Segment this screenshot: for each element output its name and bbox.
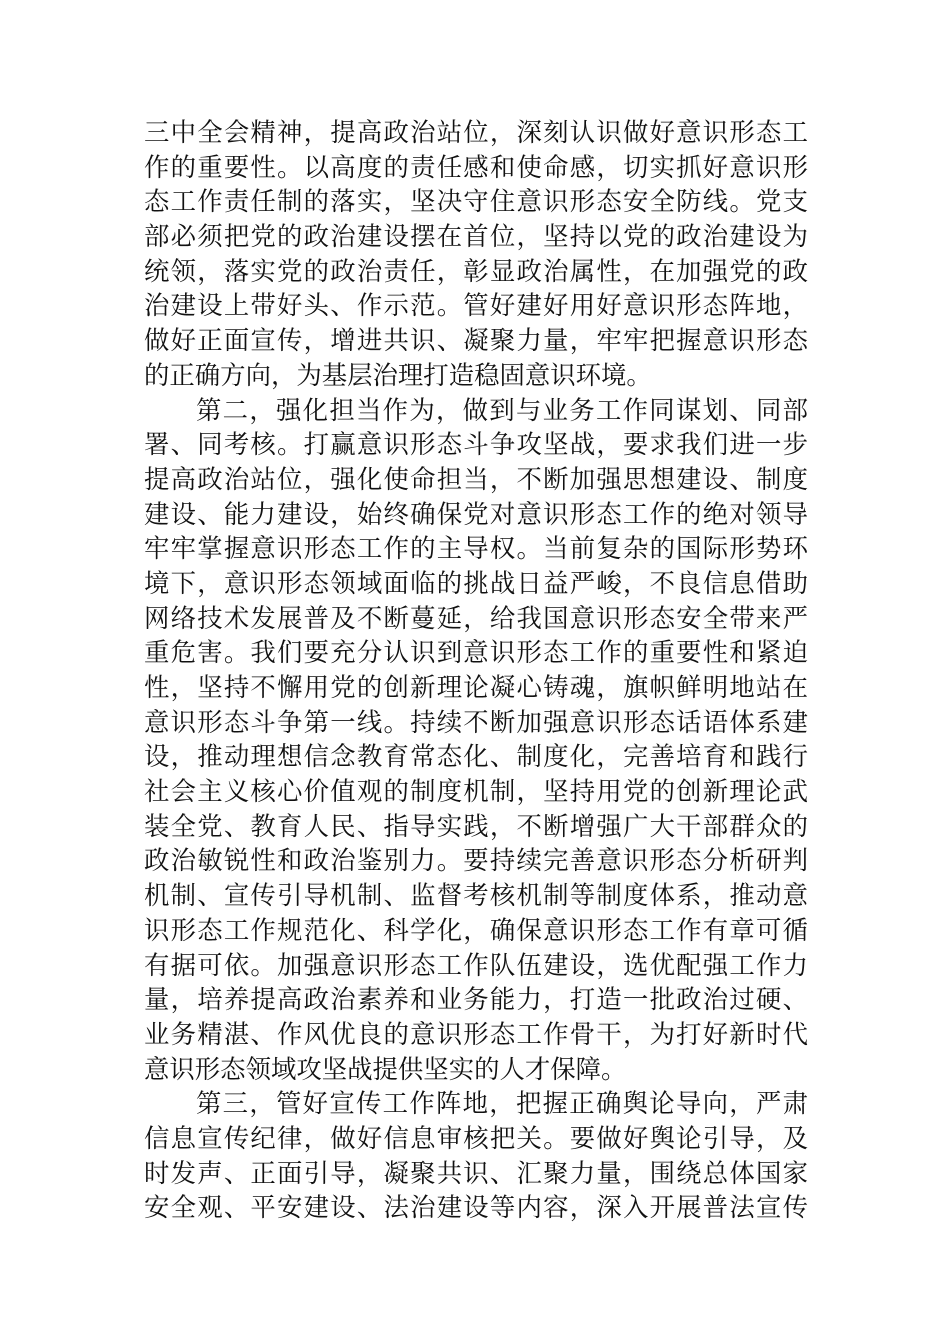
text-line: 重危害。我们要充分认识到意识形态工作的重要性和紧迫 <box>144 637 808 668</box>
text-line: 政治敏锐性和政治鉴别力。要持续完善意识形态分析研判 <box>144 845 808 876</box>
text-line: 建设、能力建设，始终确保党对意识形态工作的绝对领导 <box>144 498 808 529</box>
text-line: 第三，管好宣传工作阵地，把握正确舆论导向，严肃 <box>196 1088 808 1119</box>
text-line: 量，培养提高政治素养和业务能力，打造一批政治过硬、 <box>144 984 808 1015</box>
text-line: 网络技术发展普及不断蔓延，给我国意识形态安全带来严 <box>144 602 808 633</box>
text-line: 业务精湛、作风优良的意识形态工作骨干，为打好新时代 <box>144 1018 808 1049</box>
text-line: 治建设上带好头、作示范。管好建好用好意识形态阵地， <box>144 290 808 321</box>
text-line: 意识形态领域攻坚战提供坚实的人才保障。 <box>144 1053 627 1084</box>
text-line: 三中全会精神，提高政治站位，深刻认识做好意识形态工 <box>144 117 808 147</box>
text-line: 性，坚持不懈用党的创新理论凝心铸魂，旗帜鲜明地站在 <box>144 672 808 702</box>
text-line: 安全观、平安建设、法治建设等内容，深入开展普法宣传 <box>144 1192 808 1223</box>
paragraph-third-point <box>144 1086 808 1225</box>
text-line: 作的重要性。以高度的责任感和使命感，切实抓好意识形 <box>144 151 808 182</box>
text-line: 的正确方向，为基层治理打造稳固意识环境。 <box>144 359 652 390</box>
text-line: 境下，意识形态领域面临的挑战日益严峻，不良信息借助 <box>144 567 808 598</box>
text-line: 信息宣传纪律，做好信息审核把关。要做好舆论引导，及 <box>144 1122 808 1153</box>
paragraph-second-point <box>144 393 808 1087</box>
text-line: 统领，落实党的政治责任，彰显政治属性，在加强党的政 <box>144 255 808 286</box>
body-text <box>144 115 808 1225</box>
text-line: 第二，强化担当作为，做到与业务工作同谋划、同部 <box>196 394 808 425</box>
text-line: 做好正面宣传，增进共识、凝聚力量，牢牢把握意识形态 <box>144 325 808 356</box>
text-line: 署、同考核。打赢意识形态斗争攻坚战，要求我们进一步 <box>144 429 808 460</box>
text-line: 装全党、教育人民、指导实践，不断增强广大干部群众的 <box>144 810 808 841</box>
text-line: 识形态工作规范化、科学化，确保意识形态工作有章可循 <box>144 914 808 945</box>
text-line: 设，推动理想信念教育常态化、制度化，完善培育和践行 <box>144 741 808 772</box>
text-line: 部必须把党的政治建设摆在首位，坚持以党的政治建设为 <box>144 221 808 252</box>
text-line: 提高政治站位，强化使命担当，不断加强思想建设、制度 <box>144 463 808 494</box>
text-line: 有据可依。加强意识形态工作队伍建设，选优配强工作力 <box>144 949 808 980</box>
text-line: 态工作责任制的落实，坚决守住意识形态安全防线。党支 <box>144 186 808 217</box>
text-line: 时发声、正面引导，凝聚共识、汇聚力量，围绕总体国家 <box>144 1157 808 1188</box>
paragraph-continuation <box>144 115 808 393</box>
text-line: 意识形态斗争第一线。持续不断加强意识形态话语体系建 <box>144 706 808 737</box>
text-line: 社会主义核心价值观的制度机制，坚持用党的创新理论武 <box>144 776 808 807</box>
text-line: 牢牢掌握意识形态工作的主导权。当前复杂的国际形势环 <box>144 533 808 564</box>
text-line: 机制、宣传引导机制、监督考核机制等制度体系，推动意 <box>144 880 808 911</box>
